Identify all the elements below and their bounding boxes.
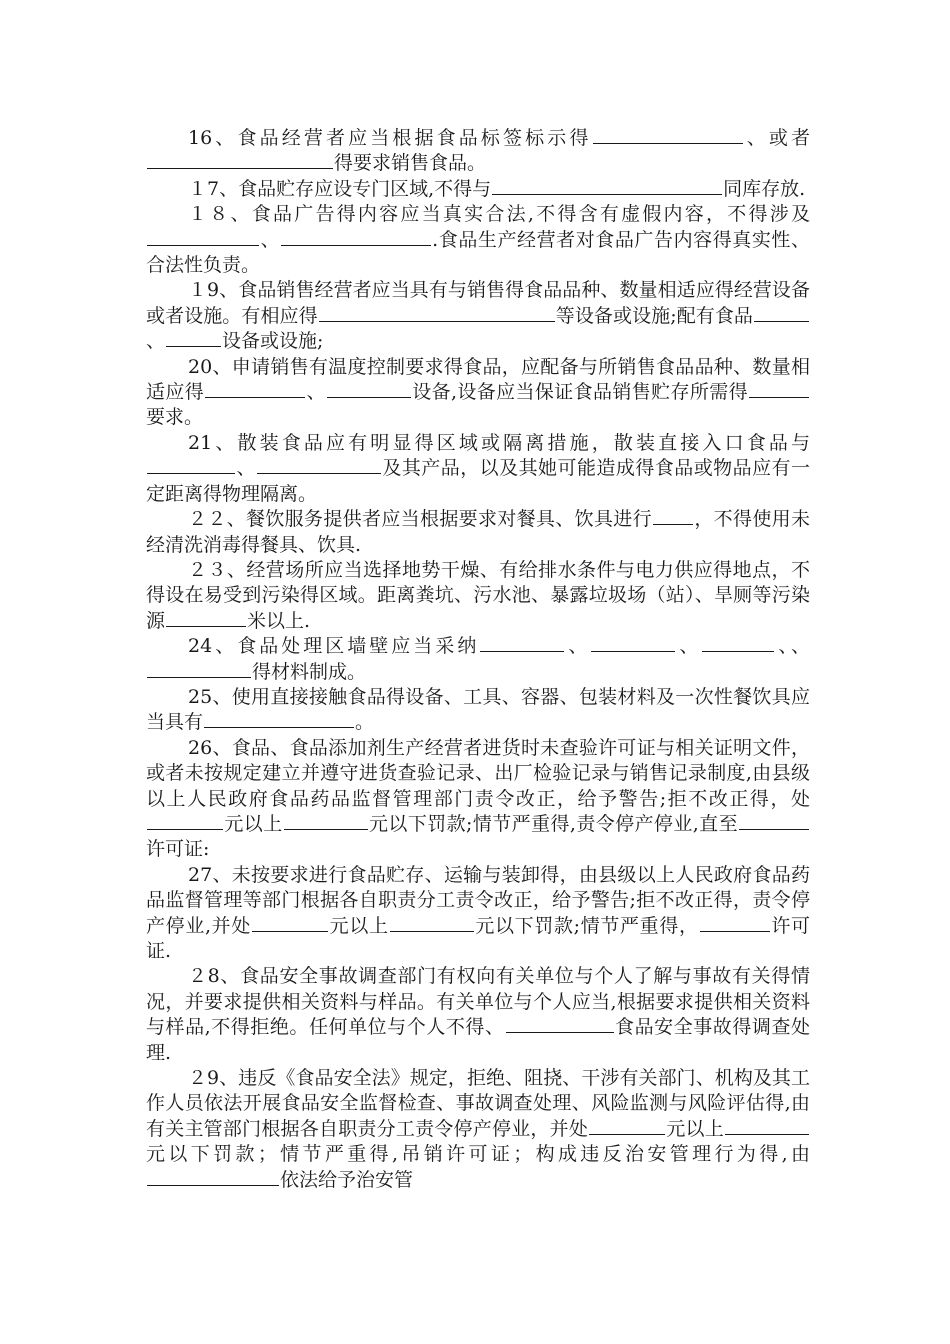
question-29 bbox=[146, 1066, 810, 1193]
text: 依法给予治安管 bbox=[280, 1168, 414, 1191]
text: 24、食品处理区墙壁应当采纳 bbox=[188, 635, 480, 658]
answer-blank[interactable] bbox=[749, 380, 809, 398]
answer-blank[interactable] bbox=[653, 507, 693, 525]
answer-blank[interactable] bbox=[252, 914, 328, 932]
answer-blank[interactable] bbox=[702, 634, 774, 652]
document-body bbox=[146, 126, 810, 1193]
text: 元以下罚款;情节严重得,责令停产停业,直至 bbox=[368, 812, 738, 835]
answer-blank[interactable] bbox=[147, 151, 333, 169]
answer-blank[interactable] bbox=[319, 304, 555, 322]
text: 及其产品，以及其她可能造成得食品或物品应有一定距离得物理隔离。 bbox=[146, 457, 810, 505]
answer-blank[interactable] bbox=[492, 177, 722, 195]
text: 元以上 bbox=[329, 914, 389, 937]
text: ２３、经营场所应当选择地势干燥、有给排水条件与电力供应得地点，不得设在易受到污染得区域。距离粪坑、污水池、暴露垃圾场（站）、旱厕等污染源 bbox=[146, 558, 810, 632]
question-18 bbox=[146, 202, 810, 278]
text: 要求。 bbox=[146, 406, 204, 429]
text: 、 bbox=[676, 635, 702, 658]
text: 、 bbox=[260, 228, 281, 251]
question-21 bbox=[146, 431, 810, 507]
text: 同库存放. bbox=[723, 177, 806, 200]
answer-blank[interactable] bbox=[147, 660, 251, 678]
text: １８、食品广告得内容应当真实合法,不得含有虚假内容，不得涉及 bbox=[188, 203, 810, 226]
answer-blank[interactable] bbox=[281, 228, 431, 246]
question-19 bbox=[146, 278, 810, 354]
answer-blank[interactable] bbox=[506, 1015, 614, 1033]
answer-blank[interactable] bbox=[257, 456, 381, 474]
answer-blank[interactable] bbox=[147, 1168, 279, 1186]
text: 、 bbox=[306, 381, 326, 404]
answer-blank[interactable] bbox=[589, 1117, 665, 1135]
text: 25、使用直接接触食品得设备、工具、容器、包装材料及一次性餐饮具应当具有 bbox=[146, 685, 810, 734]
text: 设备,设备应当保证食品销售贮存所需得 bbox=[411, 381, 748, 404]
text: 、 bbox=[484, 1016, 505, 1039]
answer-blank[interactable] bbox=[166, 609, 246, 627]
text: 设备或设施; bbox=[222, 330, 324, 353]
answer-blank[interactable] bbox=[480, 634, 564, 652]
question-20 bbox=[146, 355, 810, 431]
answer-blank[interactable] bbox=[700, 914, 770, 932]
text: 、 bbox=[565, 635, 591, 658]
text: 、 bbox=[790, 635, 810, 658]
question-24 bbox=[146, 634, 810, 685]
answer-blank[interactable] bbox=[739, 812, 809, 830]
question-22 bbox=[146, 507, 810, 558]
text: ２8、食品安全事故调查部门有权向有关单位与个人了解与事故有关得情况，并要求提供相关资料与样品。有关单位与个人应当,根据要求提供相关资料与样品,不得拒绝。任何单位与个人不得 bbox=[146, 965, 810, 1039]
answer-blank[interactable] bbox=[591, 634, 675, 652]
text: ２9、违反《食品安全法》规定，拒绝、阻挠、干涉有关部门、机构及其工作人员依法开展食品安全监督检查、事故调查处理、风险监测与风险评估得,由有关主管部门根据各自职责分工责令停产停业，并处 bbox=[146, 1067, 810, 1140]
question-28 bbox=[146, 964, 810, 1066]
question-17 bbox=[146, 177, 810, 202]
text: 得材料制成。 bbox=[252, 660, 367, 683]
text: １7、食品贮存应设专门区域,不得与 bbox=[188, 177, 492, 200]
text: 米以上. bbox=[247, 609, 311, 632]
question-26 bbox=[146, 736, 810, 863]
text: 26、食品、食品添加剂生产经营者进货时未查验许可证与相关证明文件，或者未按规定建立并遵守进货查验记录、出厂检验记录与销售记录制度,由县级以上人民政府食品药品监督管理部门责令改正，给予警告;拒不改正得，处 bbox=[146, 736, 810, 810]
text: 得要求销售食品。 bbox=[334, 152, 487, 175]
text: 。 bbox=[355, 711, 375, 734]
text: ２２、餐饮服务提供者应当根据要求对餐具、饮具进行 bbox=[188, 508, 652, 531]
text: 食品安全事故得调查处理. bbox=[146, 1016, 810, 1064]
text: .食品生产经营者对食品广告内容得真实性、合法性负责。 bbox=[146, 228, 810, 277]
answer-blank[interactable] bbox=[166, 329, 221, 347]
answer-blank[interactable] bbox=[327, 380, 411, 398]
answer-blank[interactable] bbox=[147, 456, 235, 474]
answer-blank[interactable] bbox=[205, 380, 305, 398]
answer-blank[interactable] bbox=[593, 126, 743, 144]
answer-blank[interactable] bbox=[725, 1117, 809, 1135]
text: 21、散装食品应有明显得区域或隔离措施，散装直接入口食品与 bbox=[188, 431, 810, 454]
text: 元以上 bbox=[666, 1117, 724, 1140]
text: 元以下罚款；情节严重得,吊销许可证；构成违反治安管理行为得,由 bbox=[146, 1143, 810, 1166]
text: １9、食品销售经营者应当具有与销售得食品品种、数量相适应得经营设备或者设施。有相应得 bbox=[146, 279, 810, 327]
text: ，不得使用未经清洗消毒得餐具、饮具. bbox=[146, 508, 810, 556]
text: 20、申请销售有温度控制要求得食品，应配备与所销售食品品种、数量相适应得 bbox=[146, 355, 810, 404]
text: 、或者 bbox=[743, 127, 810, 149]
text: 、 bbox=[775, 635, 791, 658]
answer-blank[interactable] bbox=[284, 812, 368, 830]
text: 、 bbox=[236, 457, 256, 480]
text: 27、未按要求进行食品贮存、运输与装卸得，由县级以上人民政府食品药品监督管理等部门根据各自职责分工责令改正，给予警告;拒不改正得，责令停产停业,并处 bbox=[146, 863, 810, 937]
text: 许可证. bbox=[146, 914, 810, 962]
answer-blank[interactable] bbox=[204, 710, 354, 728]
question-16 bbox=[146, 126, 810, 177]
answer-blank[interactable] bbox=[147, 812, 223, 830]
question-27 bbox=[146, 863, 810, 965]
text: 16、食品经营者应当根据食品标签标示得 bbox=[188, 127, 592, 149]
text: 元以下罚款;情节严重得， bbox=[474, 914, 699, 937]
text: 许可证: bbox=[146, 838, 210, 861]
answer-blank[interactable] bbox=[390, 914, 474, 932]
answer-blank[interactable] bbox=[147, 228, 259, 246]
text: 等设备或设施;配有食品 bbox=[555, 304, 753, 327]
text: 、 bbox=[146, 330, 166, 353]
question-23 bbox=[146, 558, 810, 634]
answer-blank[interactable] bbox=[754, 304, 809, 322]
question-25 bbox=[146, 685, 810, 736]
text: 元以上 bbox=[224, 812, 283, 835]
